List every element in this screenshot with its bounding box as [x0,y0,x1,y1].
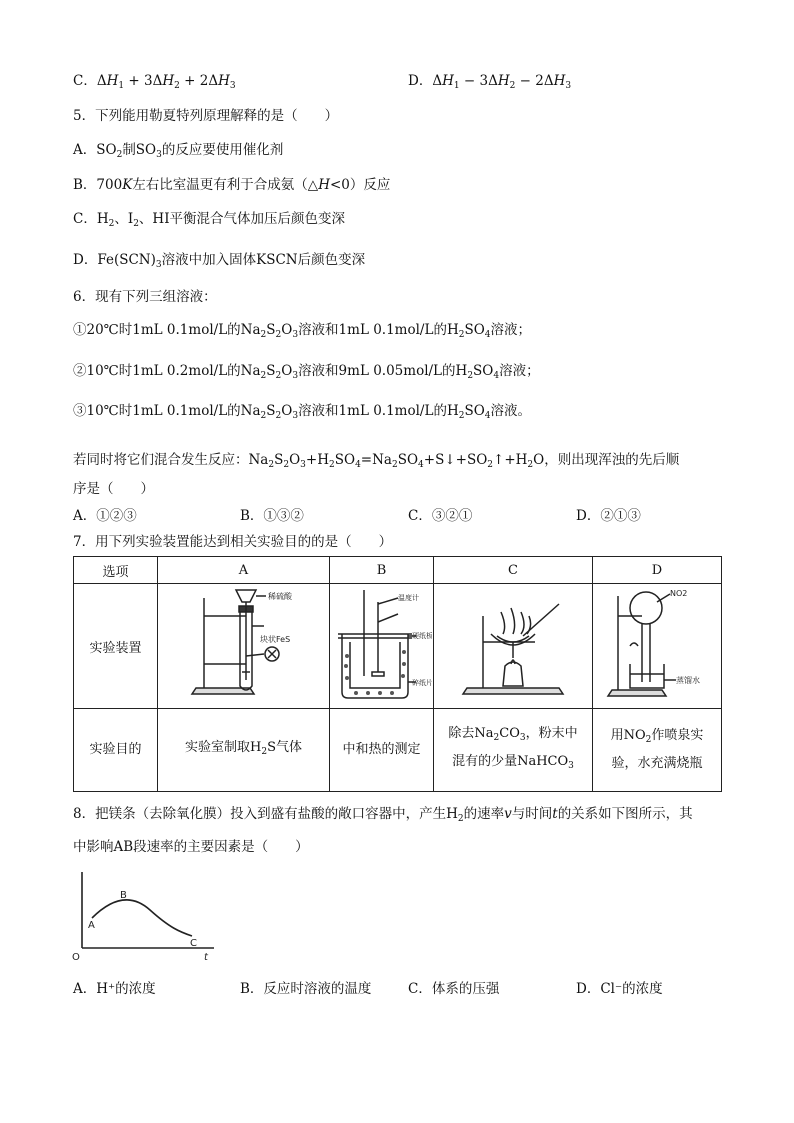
q7-header-option: 选项 [74,557,158,584]
rate-time-graph [70,870,220,962]
q8-stem-line-2: 中影响AB段速率的主要因素是（ ） [73,839,309,855]
q7-apparatus-d[interactable] [593,584,722,709]
q7-goal-d: 用$NO_2$作喷泉实 验，水充满烧瓶 [593,709,722,792]
q5-option-c[interactable]: C．$H_2$、$I_2$、HI平衡混合气体加压后颜色变深 [73,211,346,229]
h2s-generator-figure [184,586,304,702]
q7-apparatus-row [74,584,722,709]
fig-b-label-paper: 碎纸片 [411,679,432,687]
q6-option-d[interactable]: D．②①③ [576,508,641,524]
rate-curve [92,900,192,936]
origin-label: O [72,952,80,962]
q7-header-b: B [330,557,434,584]
q6-group-2: ②10℃时1mL 0.2mol/L的$Na_2S_2O_3$溶液和9mL 0.05mol/L的$H_2SO_4$溶液； [73,363,540,381]
q7-apparatus-b[interactable] [330,584,434,709]
q4-option-d-formula: $\Delta H_1 - 3\Delta H_2 - 2\Delta H_3$ [432,73,572,91]
fig-b-label-board: 硬纸板 [411,632,432,640]
q5-option-d[interactable]: D．$Fe(SCN)_3$溶液中加入固体KSCN后颜色变深 [73,252,366,270]
q5-option-a[interactable]: A．$SO_2$制$SO_3$的反应要使用催化剂 [73,142,284,160]
q8-option-c[interactable]: C．体系的压强 [408,981,500,997]
fountain-experiment-figure [602,586,712,702]
curve-point-a-label: A [88,920,95,931]
q6-reaction-line: 若同时将它们混合发生反应：$Na_2S_2O_3+H_2SO_4=Na_2SO_4+S↓+SO_2↑+H_2O$，则出现浑浊的先后顺 [73,452,680,470]
q6-reaction-line-2: 序是（ ） [73,481,154,497]
q7-header-d: D [593,557,722,584]
q7-goal-b: 中和热的测定 [330,709,434,792]
q6-stem: 6．现有下列三组溶液： [73,289,217,305]
q6-option-a[interactable]: A．①②③ [73,508,137,524]
q7-header-a: A [158,557,330,584]
q8-option-b[interactable]: B．反应时溶液的温度 [240,981,372,997]
q8-option-a[interactable]: A．H⁺的浓度 [73,981,156,997]
q7-goal-row [74,709,722,792]
curve-point-b-label: B [120,890,127,901]
q7-stem: 7．用下列实验装置能达到相关实验目的的是（ ） [73,534,393,550]
q8-stem-line-1: 8．把镁条（去除氧化膜）投入到盛有盐酸的敞口容器中，产生$H_2$的速率v与时间t的关系如下图所示，其 [73,806,693,824]
q5-stem: 5．下列能用勒夏特列原理解释的是（ ） [73,108,339,124]
q5-option-b[interactable]: B．700K左右比室温更有利于合成氨（△H<0）反应 [73,177,391,193]
q7-header-row [74,557,722,584]
q6-group-3: ③10℃时1mL 0.1mol/L的$Na_2S_2O_3$溶液和1mL 0.1mol/L的$H_2SO_4$溶液。 [73,403,532,421]
fig-b-label-thermometer: 温度计 [397,594,419,602]
q6-option-b[interactable]: B．①③② [240,508,304,524]
q6-group-1: ①20℃时1mL 0.1mol/L的$Na_2S_2O_3$溶液和1mL 0.1mol/L的$H_2SO_4$溶液； [73,322,532,340]
fig-a-label-acid: 稀硫酸 [267,592,292,601]
q6-option-c[interactable]: C．③②① [408,508,473,524]
crucible-heating-figure [453,586,573,702]
fig-d-label-water: 蒸馏水 [676,676,700,685]
q4-option-c-formula: $\Delta H_1 + 3\Delta H_2 + 2\Delta H_3$ [96,73,236,91]
q7-goal-a: 实验室制取$H_2S$气体 [158,709,330,792]
q7-apparatus-c[interactable] [434,584,593,709]
fig-d-label-no2: NO2 [670,589,688,598]
q7-header-c: C [434,557,593,584]
q8-option-d[interactable]: D．Cl⁻的浓度 [576,981,663,997]
curve-point-c-label: C [190,938,197,949]
q7-goal-label: 实验目的 [74,709,158,792]
q7-apparatus-label: 实验装置 [74,584,158,709]
q7-goal-c: 除去$Na_2CO_3$，粉末中 混有的少量NaHCO$_3$ [434,709,593,792]
q7-table [73,556,722,792]
q7-apparatus-a[interactable] [158,584,330,709]
fig-a-label-fes: 块状FeS [259,635,290,644]
calorimeter-figure [332,586,432,702]
t-axis-label: t [204,952,208,962]
q4-option-d[interactable]: D．$\Delta H_1 - 3\Delta H_2 - 2\Delta H_3$ [408,73,572,91]
q4-option-c[interactable]: C．$\Delta H_1 + 3\Delta H_2 + 2\Delta H_3$ [73,73,236,91]
